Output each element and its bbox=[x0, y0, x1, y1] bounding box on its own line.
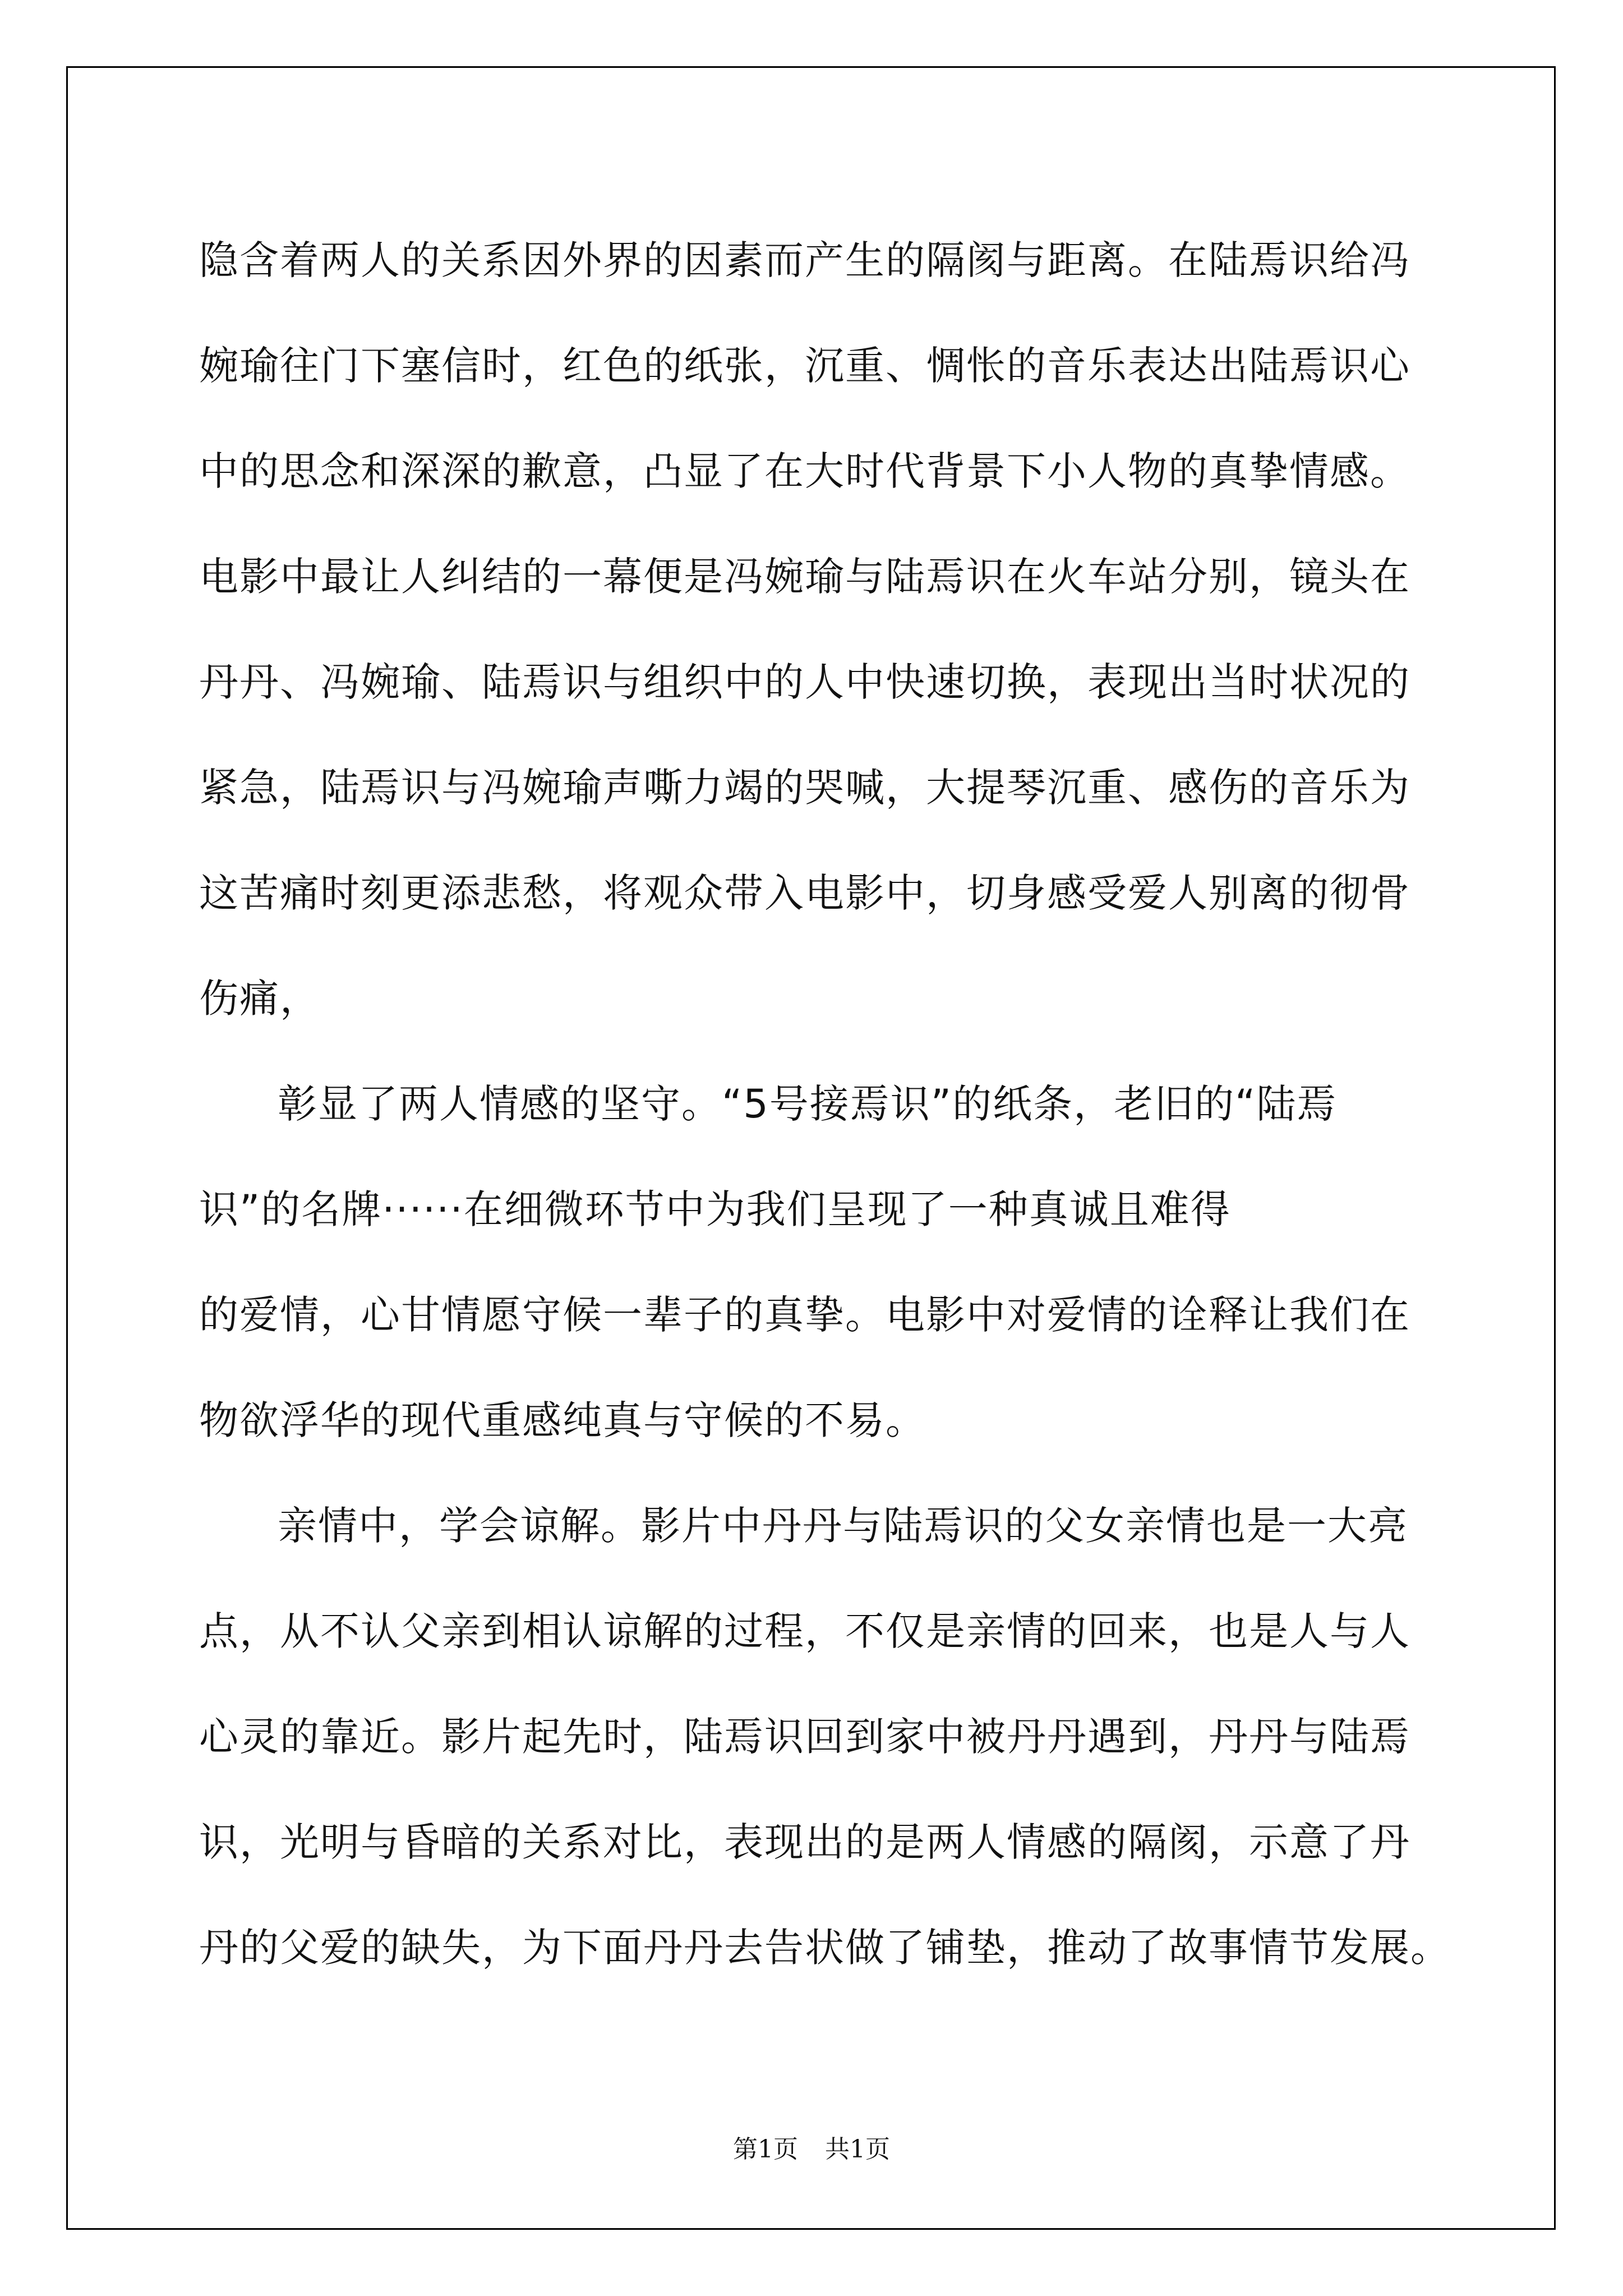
text-line: 婉瑜往门下塞信时，红色的纸张，沉重、惆怅的音乐表达出陆焉识心 bbox=[199, 343, 1410, 389]
text-line: 亲情中，学会谅解。影片中丹丹与陆焉识的父女亲情也是一大亮 bbox=[278, 1503, 1408, 1549]
document-body bbox=[199, 208, 1451, 2000]
text-line: 伤痛， bbox=[199, 976, 320, 1022]
page-number: 第1页 bbox=[733, 2135, 798, 2164]
text-line: 物欲浮华的现代重感纯真与守候的不易。 bbox=[199, 1397, 926, 1443]
text-line: 彰显了两人情感的坚守。“5号接焉识”的纸条，老旧的“陆焉 bbox=[278, 1081, 1338, 1127]
text-line: 这苦痛时刻更添悲愁，将观众带入电影中，切身感受爱人别离的彻骨 bbox=[199, 870, 1410, 916]
text-line: 点，从不认父亲到相认谅解的过程，不仅是亲情的回来，也是人与人 bbox=[199, 1608, 1410, 1654]
text-line: 的爱情，心甘情愿守候一辈子的真挚。电影中对爱情的诠释让我们在 bbox=[199, 1292, 1410, 1338]
text-line: 丹的父爱的缺失，为下面丹丹去告状做了铺垫，推动了故事情节发展。 bbox=[199, 1925, 1451, 1971]
text-line: 识”的名牌······在细微环节中为我们呈现了一种真诚且难得 bbox=[199, 1186, 1231, 1232]
text-line: 识，光明与昏暗的关系对比，表现出的是两人情感的隔阂，示意了丹 bbox=[199, 1819, 1410, 1865]
page-total: 共1页 bbox=[825, 2135, 890, 2164]
text-line: 电影中最让人纠结的一幕便是冯婉瑜与陆焉识在火车站分别，镜头在 bbox=[199, 554, 1410, 600]
text-line: 紧急，陆焉识与冯婉瑜声嘶力竭的哭喊，大提琴沉重、感伤的音乐为 bbox=[199, 765, 1410, 811]
text-line: 丹丹、冯婉瑜、陆焉识与组织中的人中快速切换，表现出当时状况的 bbox=[199, 659, 1410, 705]
text-line: 中的思念和深深的歉意，凸显了在大时代背景下小人物的真挚情感。 bbox=[199, 448, 1410, 494]
page-footer bbox=[0, 2129, 1623, 2165]
text-line: 心灵的靠近。影片起先时，陆焉识回到家中被丹丹遇到，丹丹与陆焉 bbox=[199, 1714, 1410, 1760]
text-line: 隐含着两人的关系因外界的因素而产生的隔阂与距离。在陆焉识给冯 bbox=[199, 237, 1410, 283]
